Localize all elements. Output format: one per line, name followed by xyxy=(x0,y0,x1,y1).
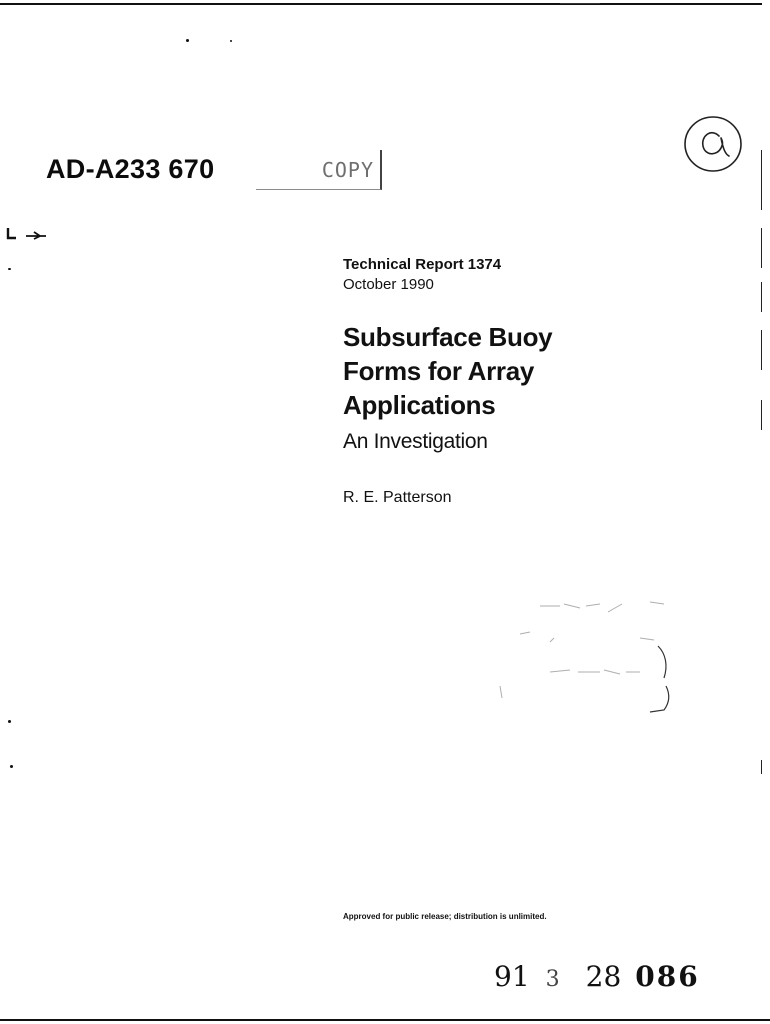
right-edge-line xyxy=(761,760,762,774)
scan-speck xyxy=(8,268,11,270)
title-line: Forms for Array xyxy=(343,356,535,386)
title-line: Applications xyxy=(343,390,496,420)
scan-corner-mark-icon xyxy=(6,226,50,242)
handwritten-circled-mark-icon xyxy=(681,112,745,176)
scan-speck xyxy=(10,765,13,768)
accession-group: 086 xyxy=(635,960,700,993)
accession-date-stamp xyxy=(494,960,700,993)
accession-number: AD-A233 670 xyxy=(46,154,215,184)
distribution-statement: Approved for public release; distribution is unlimited. xyxy=(343,912,547,921)
document-title xyxy=(343,320,643,422)
accession-group: 3 xyxy=(545,967,560,992)
copy-stamp: COPY xyxy=(256,150,382,190)
document-subtitle: An Investigation xyxy=(343,430,488,453)
faint-selection-stamp-icon xyxy=(490,598,690,726)
report-date: October 1990 xyxy=(343,276,434,293)
scan-speck xyxy=(230,40,232,42)
right-edge-line xyxy=(761,282,762,312)
top-rule xyxy=(0,3,762,5)
scan-speck xyxy=(8,720,11,723)
scan-speck xyxy=(186,39,189,42)
accession-group: 91 xyxy=(494,960,530,993)
right-edge-line xyxy=(761,400,762,430)
report-number: Technical Report 1374 xyxy=(343,256,502,273)
accession-group: 28 xyxy=(585,960,622,993)
bottom-rule xyxy=(0,1019,770,1021)
right-edge-line xyxy=(761,330,762,370)
right-edge-line xyxy=(761,228,762,268)
title-line: Subsurface Buoy xyxy=(343,322,553,352)
top-rule-fragment xyxy=(560,3,600,4)
author-name: R. E. Patterson xyxy=(343,489,452,506)
right-edge-line xyxy=(761,150,762,210)
